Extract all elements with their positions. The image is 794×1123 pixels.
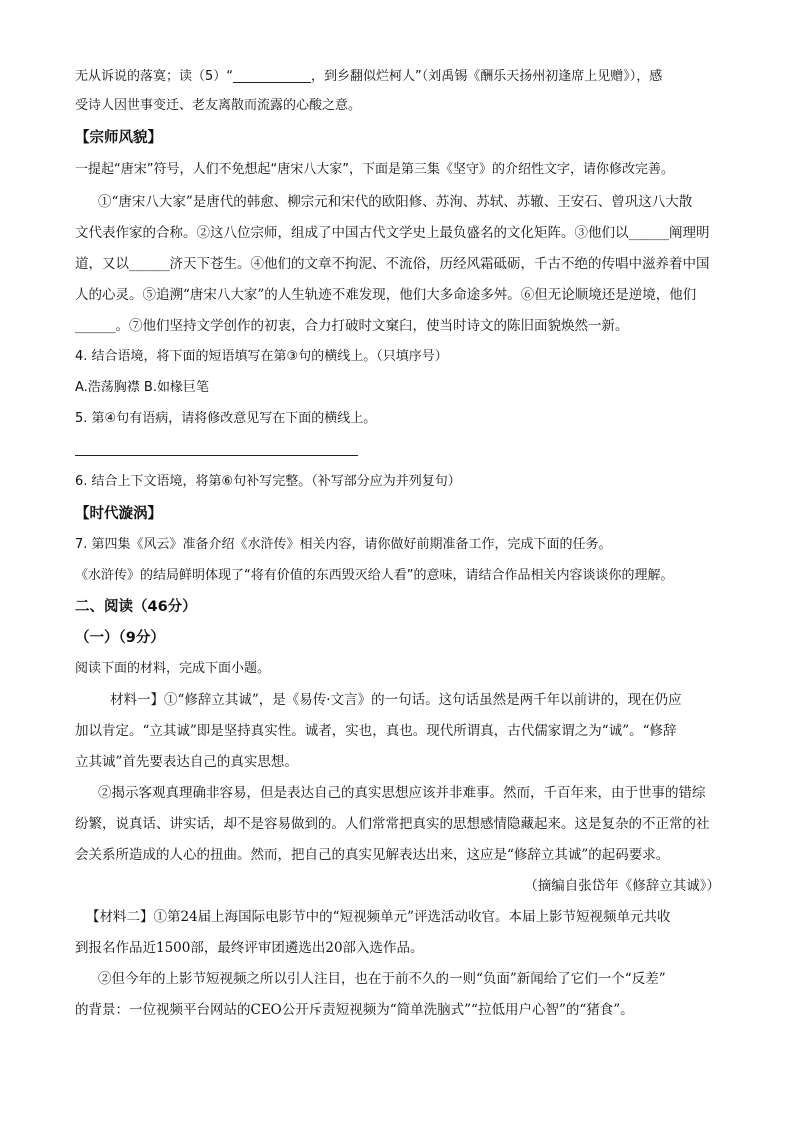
material-source: （摘编自张岱年《修辞立其诚》） xyxy=(524,878,720,894)
material-line: 到报名作品近1500部，最终评审团遴选出20部入选作品。 xyxy=(75,940,424,956)
material-line: 的背景：一位视频平台网站的CEO公开斥责短视频为“简单洗脑式”“拉低用户心智”的“猪食”。 xyxy=(75,1002,634,1018)
question-6: 6. 结合上下文语境，将第⑥句补写完整。（补写部分应为并列复句） xyxy=(75,474,461,489)
question-7-task: 《水浒传》的结局鲜明体现了“将有价值的东西毁灭给人看”的意味，请结合作品相关内容谈谈你的理解。 xyxy=(75,568,674,583)
material-line: 加以肯定。“立其诚”即是坚持真实性。诚者，实也，真也。现代所谓真，古代儒家谓之为“诚”。“修辞 xyxy=(75,723,677,739)
material-line: ②但今年的上影节短视频之所以引人注目，也在于前不久的一则“负面”新闻给了它们一个“反差” xyxy=(98,971,666,987)
question-5: 5. 第④句有语病，请将修改意见写在下面的横线上。 xyxy=(75,411,377,426)
section-heading-zongshi: 【宗师风貌】 xyxy=(75,130,162,146)
material-line: 纷繁，说真话、讲实话，却不是容易做到的。人们常常把真实的思想感情隐藏起来。这是复杂的不正常的社 xyxy=(75,816,710,832)
material-line: 立其诚”首先要表达自己的真实思想。 xyxy=(75,754,298,770)
question-4-options: A.浩荡胸襟 B.如椽巨笔 xyxy=(75,380,209,395)
question-7: 7. 第四集《风云》准备介绍《水浒传》相关内容，请你做好前期准备工作，完成下面的任务。 xyxy=(75,537,612,552)
passage-line: ①“唐宋八大家”是唐代的韩愈、柳宗元和宋代的欧阳修、苏洵、苏轼、苏辙、王安石、曾巩这八大散 xyxy=(98,194,693,210)
passage-line: ______。⑦他们坚持文学创作的初衷，合力打破时文窠臼，使当时诗文的陈旧面貌焕然一新。 xyxy=(75,318,629,334)
section-heading-shidai: 【时代漩涡】 xyxy=(75,506,162,522)
answer-line xyxy=(75,455,358,456)
reading-sub-heading: （一）（9分） xyxy=(75,630,165,646)
question-4: 4. 结合语境，将下面的短语填写在第③句的横线上。（只填序号） xyxy=(75,349,448,364)
reading-heading: 二、阅读（46分） xyxy=(75,599,197,615)
passage-line: 人的心灵。⑤追溯“唐宋八大家”的人生轨迹不难发现，他们大多命途多舛。⑥但无论顺境还是逆境，他们 xyxy=(75,287,697,303)
passage-line: 道，又以______济天下苍生。④他们的文章不拘泥、不流俗，历经风霜砥砺，千古不绝的传唱中滋养着中国 xyxy=(75,256,710,272)
intro-line-2: 受诗人因世事变迁、老友离散而流露的心酸之意。 xyxy=(75,98,362,113)
material-line: 材料一】①“修辞立其诚”，是《易传·文言》的一句话。这句话虽然是两千年以前讲的，现在仍应 xyxy=(110,692,682,708)
passage-line: 文代表作家的合称。②这八位宗师，组成了中国古代文学史上最负盛名的文化矩阵。③他们以______阐理明 xyxy=(75,225,710,241)
intro-line-1: 无从诉说的落寞；读（5）“____________，到乡翻似烂柯人”（刘禹锡《酬乐天扬州初逢席上见赠》），感 xyxy=(75,69,663,84)
zongshi-prompt: 一提起“唐宋”符号，人们不免想起“唐宋八大家”，下面是第三集《坚守》的介绍性文字，请你修改完善。 xyxy=(75,162,674,177)
reading-instruction: 阅读下面的材料，完成下面小题。 xyxy=(75,661,271,676)
material-line: 会关系所造成的人心的扭曲。然而，把自己的真实见解表达出来，这应是“修辞立其诚”的起码要求。 xyxy=(75,847,670,863)
material-line: ②揭示客观真理确非容易，但是表达自己的真实思想应该并非难事。然而，千百年来，由于世事的错综 xyxy=(98,785,706,801)
material-line: 【材料二】①第24届上海国际电影节中的“短视频单元”评选活动收官。本届上影节短视频单元共收 xyxy=(86,909,671,925)
